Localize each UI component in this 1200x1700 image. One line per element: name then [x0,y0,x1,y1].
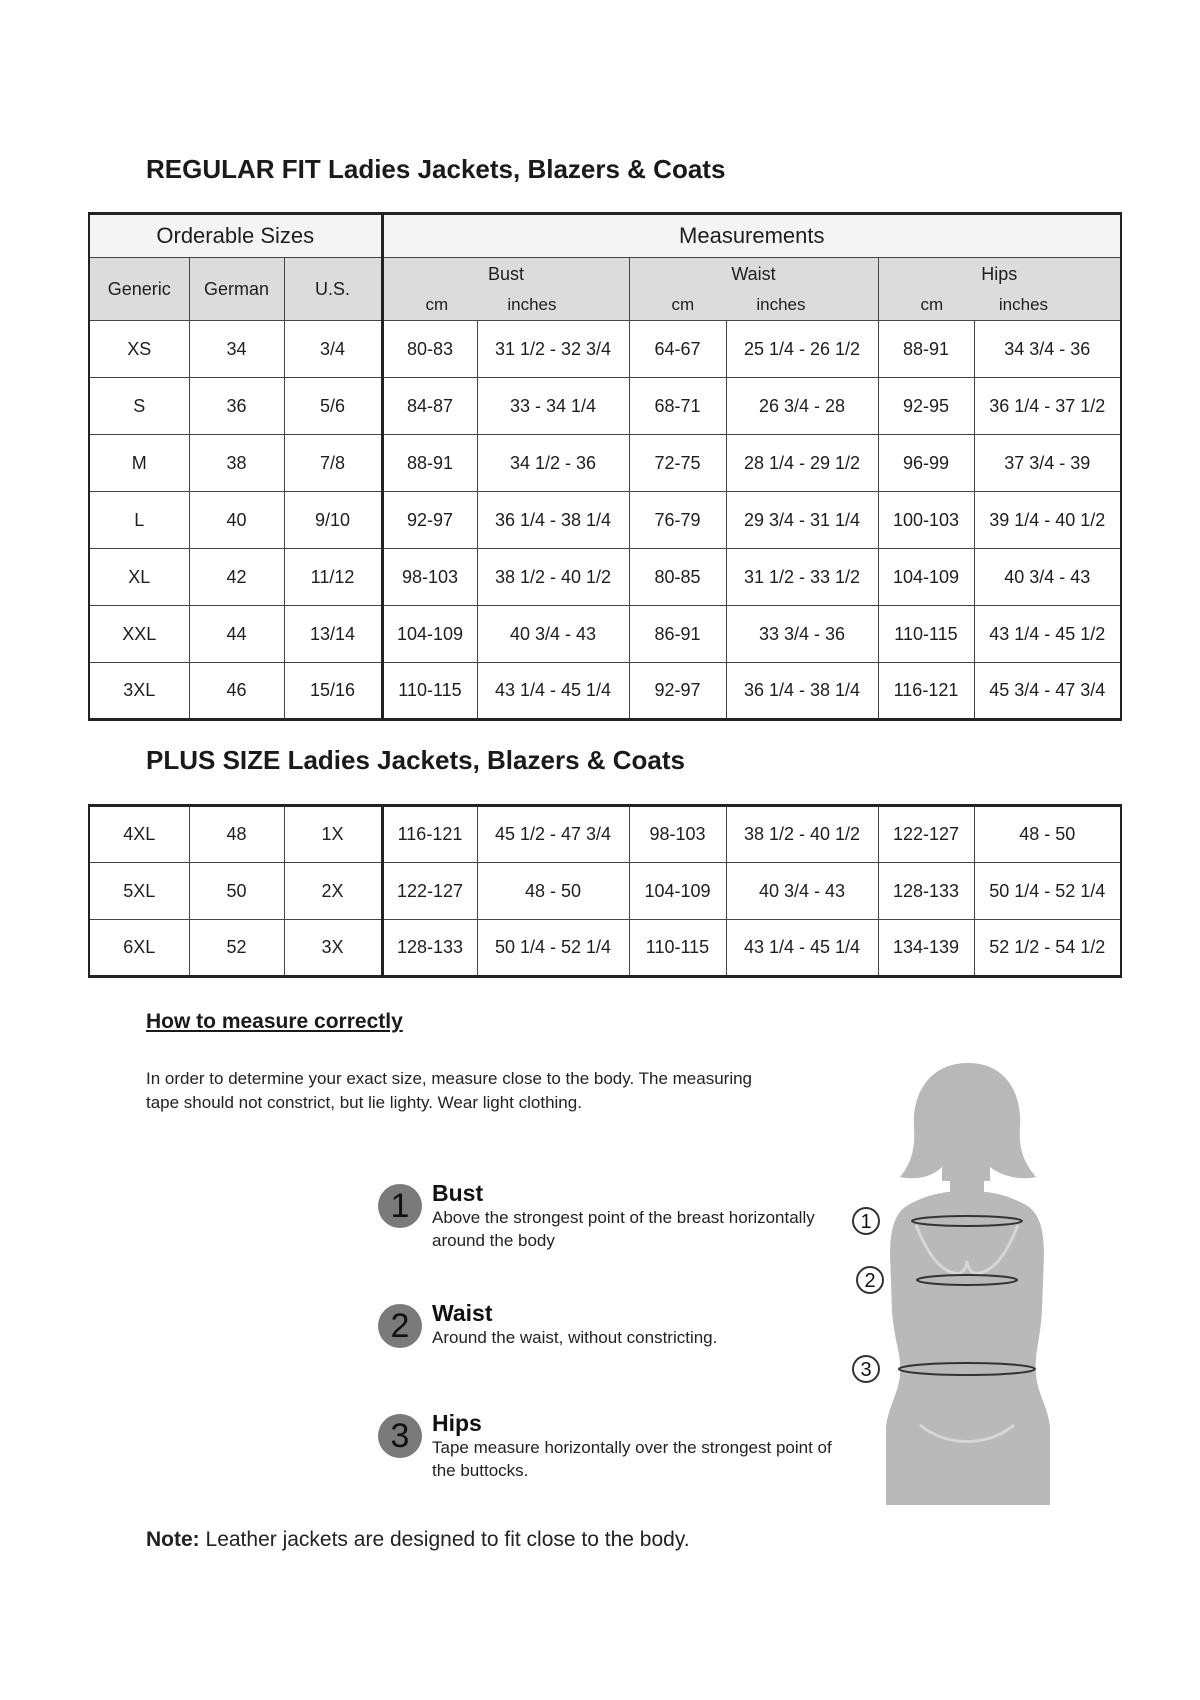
hips-header [878,258,1121,321]
orderable-sizes-header: Orderable Sizes [89,214,382,258]
table-cell: M [89,435,189,492]
waist-header [629,258,878,321]
table-cell: 26 3/4 - 28 [726,378,878,435]
table-row [89,663,1121,720]
table-cell: 100-103 [878,492,974,549]
table-cell: 40 3/4 - 43 [974,549,1121,606]
table-row [89,863,1121,920]
table-cell: 34 [189,321,284,378]
table-cell: 39 1/4 - 40 1/2 [974,492,1121,549]
table-cell: 36 1/4 - 37 1/2 [974,378,1121,435]
female-body-figure-icon [850,1055,1080,1545]
table-row [89,806,1121,863]
table-cell: 48 - 50 [477,863,629,920]
table-cell: XXL [89,606,189,663]
marker-label: 3 [860,1359,872,1381]
step-number-badge: 3 [378,1414,422,1458]
waist-inches-label: inches [756,295,806,314]
table-cell: 45 3/4 - 47 3/4 [974,663,1121,720]
table-cell: 52 1/2 - 54 1/2 [974,920,1121,977]
table-row [89,549,1121,606]
table-cell: XL [89,549,189,606]
table-cell: 44 [189,606,284,663]
table-cell: 31 1/2 - 32 3/4 [477,321,629,378]
table-row [89,321,1121,378]
table-cell: 72-75 [629,435,726,492]
step-number-badge: 1 [378,1184,422,1228]
note-text: Leather jackets are designed to fit close to the body. [205,1528,690,1551]
table-group-header-row [89,214,1121,258]
table-cell: 43 1/4 - 45 1/4 [726,920,878,977]
table-cell: L [89,492,189,549]
regular-table-body [89,321,1121,720]
table-cell: 11/12 [284,549,382,606]
measure-intro-text: In order to determine your exact size, measure close to the body. The measuring tape should not constrict, but lie lighty. Wear light clothing. [146,1069,753,1112]
table-cell: 31 1/2 - 33 1/2 [726,549,878,606]
table-cell: 116-121 [382,806,477,863]
table-cell: 98-103 [629,806,726,863]
table-row [89,606,1121,663]
table-cell: 43 1/4 - 45 1/2 [974,606,1121,663]
table-cell: 28 1/4 - 29 1/2 [726,435,878,492]
table-cell: XS [89,321,189,378]
table-cell: 38 [189,435,284,492]
table-column-header-row [89,258,1121,321]
table-cell: 36 1/4 - 38 1/4 [477,492,629,549]
table-cell: 5XL [89,863,189,920]
table-cell: 9/10 [284,492,382,549]
table-cell: 3X [284,920,382,977]
table-cell: 110-115 [878,606,974,663]
hips-cm-label: cm [920,295,944,314]
table-cell: 104-109 [382,606,477,663]
table-cell: 4XL [89,806,189,863]
table-cell: 110-115 [382,663,477,720]
table-cell: 25 1/4 - 26 1/2 [726,321,878,378]
step-hips [378,1410,848,1490]
bust-marker [853,1208,879,1234]
table-cell: 6XL [89,920,189,977]
generic-header: Generic [89,258,189,321]
table-cell: 34 3/4 - 36 [974,321,1121,378]
table-cell: 110-115 [629,920,726,977]
hips-marker [853,1356,879,1382]
table-cell: 92-97 [629,663,726,720]
table-cell: 98-103 [382,549,477,606]
table-cell: 7/8 [284,435,382,492]
waist-cm-label: cm [671,295,695,314]
table-cell: 116-121 [878,663,974,720]
table-cell: 76-79 [629,492,726,549]
table-cell: 122-127 [382,863,477,920]
table-cell: 50 1/4 - 52 1/4 [974,863,1121,920]
table-cell: 80-85 [629,549,726,606]
table-cell: 48 [189,806,284,863]
table-cell: 40 [189,492,284,549]
regular-size-table [88,212,1122,721]
bust-cm-label: cm [425,295,449,314]
table-cell: 2X [284,863,382,920]
table-cell: 52 [189,920,284,977]
table-row [89,378,1121,435]
plus-table-body [89,806,1121,977]
table-cell: 36 [189,378,284,435]
table-cell: 29 3/4 - 31 1/4 [726,492,878,549]
table-cell: 34 1/2 - 36 [477,435,629,492]
table-row [89,920,1121,977]
bust-header-label: Bust [487,264,525,284]
table-cell: 134-139 [878,920,974,977]
table-cell: 68-71 [629,378,726,435]
table-cell: 40 3/4 - 43 [726,863,878,920]
marker-label: 2 [864,1270,876,1292]
step-description: Tape measure horizontally over the strongest point of the buttocks. [432,1438,832,1480]
table-cell: 86-91 [629,606,726,663]
table-cell: 50 1/4 - 52 1/4 [477,920,629,977]
step-number-badge: 2 [378,1304,422,1348]
table-cell: 128-133 [382,920,477,977]
table-row [89,492,1121,549]
table-cell: S [89,378,189,435]
table-cell: 1X [284,806,382,863]
table-cell: 128-133 [878,863,974,920]
us-header: U.S. [284,258,382,321]
table-cell: 15/16 [284,663,382,720]
table-cell: 46 [189,663,284,720]
table-cell: 38 1/2 - 40 1/2 [726,806,878,863]
table-cell: 48 - 50 [974,806,1121,863]
step-title: Waist [432,1300,493,1326]
table-cell: 64-67 [629,321,726,378]
step-waist [378,1300,848,1360]
table-cell: 3/4 [284,321,382,378]
marker-label: 1 [860,1211,872,1233]
note [146,1528,690,1552]
measurements-header: Measurements [382,214,1121,258]
hips-inches-label: inches [998,295,1049,314]
german-header: German [189,258,284,321]
table-cell: 96-99 [878,435,974,492]
waist-header-label: Waist [731,264,776,284]
bust-header [382,258,629,321]
waist-marker [857,1267,883,1293]
table-cell: 42 [189,549,284,606]
table-cell: 3XL [89,663,189,720]
table-cell: 36 1/4 - 38 1/4 [726,663,878,720]
step-title: Hips [432,1410,482,1436]
table-cell: 50 [189,863,284,920]
table-cell: 80-83 [382,321,477,378]
plus-size-table [88,804,1122,978]
table-cell: 33 - 34 1/4 [477,378,629,435]
note-label: Note: [146,1528,200,1551]
table-cell: 37 3/4 - 39 [974,435,1121,492]
plus-size-title: PLUS SIZE Ladies Jackets, Blazers & Coats [146,745,685,775]
hips-header-label: Hips [981,264,1018,284]
table-cell: 88-91 [382,435,477,492]
step-description: Above the strongest point of the breast horizontally around the body [432,1208,815,1250]
table-cell: 5/6 [284,378,382,435]
table-cell: 104-109 [629,863,726,920]
step-title: Bust [432,1180,484,1206]
table-cell: 40 3/4 - 43 [477,606,629,663]
regular-fit-title: REGULAR FIT Ladies Jackets, Blazers & Coats [146,154,726,184]
bust-inches-label: inches [507,295,557,314]
table-cell: 104-109 [878,549,974,606]
table-row [89,435,1121,492]
table-cell: 92-97 [382,492,477,549]
table-cell: 38 1/2 - 40 1/2 [477,549,629,606]
table-cell: 43 1/4 - 45 1/4 [477,663,629,720]
table-cell: 122-127 [878,806,974,863]
step-description: Around the waist, without constricting. [432,1328,718,1347]
table-cell: 45 1/2 - 47 3/4 [477,806,629,863]
step-bust [378,1180,848,1260]
table-cell: 88-91 [878,321,974,378]
how-to-measure-heading: How to measure correctly [146,1010,403,1033]
table-cell: 13/14 [284,606,382,663]
table-cell: 92-95 [878,378,974,435]
table-cell: 84-87 [382,378,477,435]
table-cell: 33 3/4 - 36 [726,606,878,663]
